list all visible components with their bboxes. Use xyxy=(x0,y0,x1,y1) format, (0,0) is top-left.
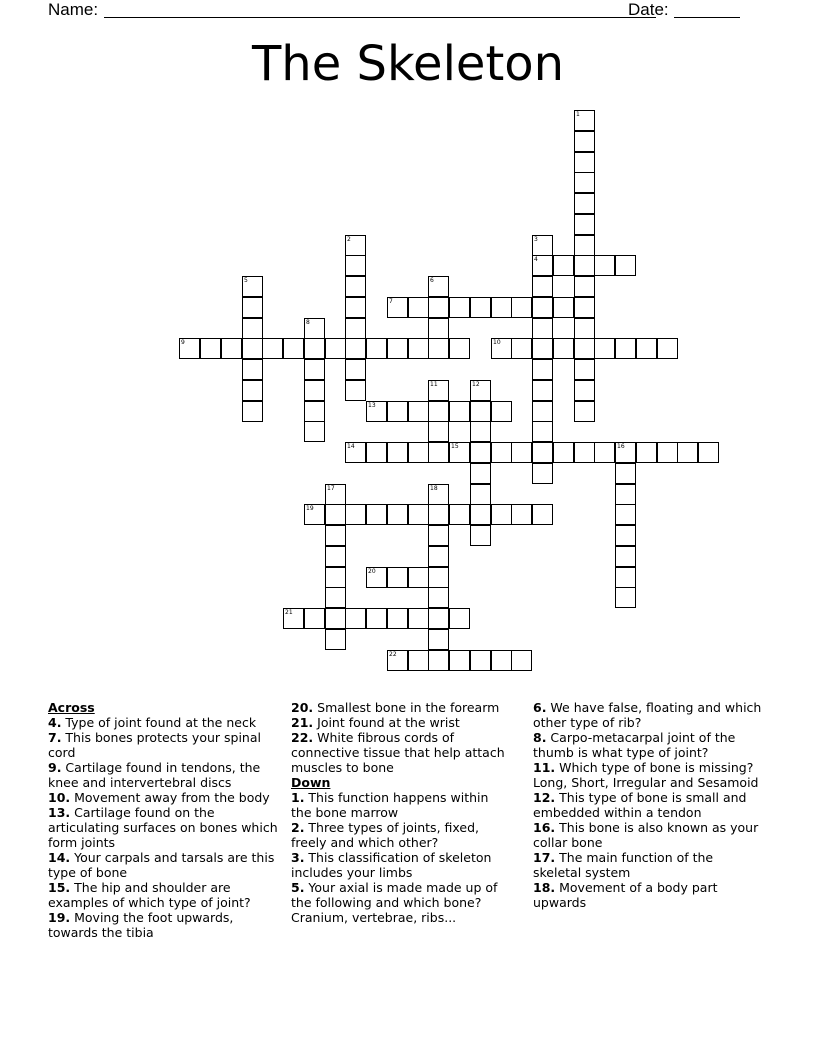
grid-cell[interactable] xyxy=(345,338,366,359)
grid-cell[interactable] xyxy=(408,608,429,629)
grid-cell[interactable] xyxy=(428,318,449,339)
grid-cell[interactable] xyxy=(491,504,512,525)
grid-cell[interactable] xyxy=(574,193,595,214)
grid-cell[interactable] xyxy=(408,442,429,463)
grid-cell[interactable] xyxy=(283,338,304,359)
grid-cell[interactable] xyxy=(491,442,512,463)
grid-cell[interactable] xyxy=(262,338,283,359)
clue-item xyxy=(48,910,284,940)
grid-cell[interactable] xyxy=(366,338,387,359)
grid-cell[interactable] xyxy=(387,650,408,671)
clue-item-number: 5. xyxy=(291,880,305,895)
clue-item xyxy=(291,850,509,880)
grid-cell[interactable] xyxy=(366,608,387,629)
clue-item-number: 19. xyxy=(48,910,71,925)
grid-cell[interactable] xyxy=(615,525,636,546)
clue-item xyxy=(533,730,765,760)
grid-cell[interactable] xyxy=(449,442,470,463)
clue-item-number: 14. xyxy=(48,850,71,865)
clue-item xyxy=(291,730,509,775)
clue-item xyxy=(48,880,284,910)
clue-item xyxy=(48,805,284,850)
clue-item-text: This bones protects your spinal cord xyxy=(48,730,261,760)
clue-item-number: 10. xyxy=(48,790,71,805)
grid-cell[interactable] xyxy=(574,338,595,359)
grid-cell[interactable] xyxy=(511,442,532,463)
clue-item-number: 3. xyxy=(291,850,305,865)
grid-cell[interactable] xyxy=(532,276,553,297)
clue-number: 12 xyxy=(472,381,480,388)
grid-cell[interactable] xyxy=(532,442,553,463)
grid-cell[interactable] xyxy=(657,338,678,359)
grid-cell[interactable] xyxy=(387,338,408,359)
grid-cell[interactable] xyxy=(366,442,387,463)
grid-cell[interactable] xyxy=(428,504,449,525)
grid-cell[interactable] xyxy=(532,421,553,442)
grid-cell[interactable] xyxy=(657,442,678,463)
grid-cell[interactable] xyxy=(325,338,346,359)
grid-cell[interactable] xyxy=(242,276,263,297)
grid-cell[interactable] xyxy=(200,338,221,359)
clue-item-number: 12. xyxy=(533,790,556,805)
grid-cell[interactable] xyxy=(574,276,595,297)
clue-item xyxy=(48,790,284,805)
clue-item-text: Moving the foot upwards, towards the tibia xyxy=(48,910,234,940)
clue-item-text: Three types of joints, fixed, freely and which other? xyxy=(291,820,479,850)
grid-cell[interactable] xyxy=(574,131,595,152)
grid-cell[interactable] xyxy=(304,504,325,525)
grid-cell[interactable] xyxy=(408,338,429,359)
clue-item-text: Smallest bone in the forearm xyxy=(313,700,500,715)
grid-cell[interactable] xyxy=(408,567,429,588)
grid-cell[interactable] xyxy=(594,442,615,463)
clue-item-text: Movement away from the body xyxy=(70,790,270,805)
clue-item-number: 7. xyxy=(48,730,62,745)
clue-item-number: 22. xyxy=(291,730,314,745)
grid-cell[interactable] xyxy=(615,442,636,463)
grid-cell[interactable] xyxy=(345,318,366,339)
grid-cell[interactable] xyxy=(221,338,242,359)
clue-item xyxy=(48,850,284,880)
clue-item-text: Cartilage found on the articulating surfaces on bones which form joints xyxy=(48,805,278,850)
clue-item-number: 20. xyxy=(291,700,314,715)
clue-item-number: 6. xyxy=(533,700,547,715)
clue-number: 20 xyxy=(368,568,376,575)
grid-cell[interactable] xyxy=(449,650,470,671)
clue-item xyxy=(533,880,765,910)
grid-cell[interactable] xyxy=(636,442,657,463)
grid-cell[interactable] xyxy=(677,442,698,463)
grid-cell[interactable] xyxy=(574,152,595,173)
grid-cell[interactable] xyxy=(532,235,553,256)
grid-cell[interactable] xyxy=(574,297,595,318)
page-title: The Skeleton xyxy=(251,36,565,92)
grid-cell[interactable] xyxy=(574,401,595,422)
grid-cell[interactable] xyxy=(304,401,325,422)
name-label: Name: xyxy=(48,0,99,19)
clue-number: 15 xyxy=(451,443,459,450)
grid-cell[interactable] xyxy=(636,338,657,359)
clue-number: 16 xyxy=(617,443,625,450)
clue-item-text: This bone is also known as your collar bone xyxy=(533,820,759,850)
grid-cell[interactable] xyxy=(594,338,615,359)
clue-number: 19 xyxy=(306,505,314,512)
clue-item-text: The main function of the skeletal system xyxy=(533,850,714,880)
grid-cell[interactable] xyxy=(345,276,366,297)
grid-cell[interactable] xyxy=(325,629,346,650)
clue-item-text: We have false, floating and which other type of rib? xyxy=(533,700,762,730)
clue-number: 18 xyxy=(430,485,438,492)
clue-item-number: 11. xyxy=(533,760,556,775)
grid-cell[interactable] xyxy=(553,255,574,276)
grid-cell[interactable] xyxy=(532,504,553,525)
grid-cell[interactable] xyxy=(470,525,491,546)
grid-cell[interactable] xyxy=(345,504,366,525)
grid-cell[interactable] xyxy=(470,484,491,505)
grid-cell[interactable] xyxy=(325,608,346,629)
grid-cell[interactable] xyxy=(532,380,553,401)
clue-item xyxy=(48,760,284,790)
grid-cell[interactable] xyxy=(449,401,470,422)
grid-cell[interactable] xyxy=(698,442,719,463)
grid-cell[interactable] xyxy=(511,504,532,525)
clue-item-text: Movement of a body part upwards xyxy=(533,880,718,910)
grid-cell[interactable] xyxy=(387,608,408,629)
grid-cell[interactable] xyxy=(345,255,366,276)
clue-item-text: This type of bone is small and embedded within a tendon xyxy=(533,790,747,820)
clue-item-number: 9. xyxy=(48,760,62,775)
grid-cell[interactable] xyxy=(553,442,574,463)
grid-cell[interactable] xyxy=(325,567,346,588)
clue-number: 10 xyxy=(493,339,501,346)
grid-cell[interactable] xyxy=(449,297,470,318)
grid-cell[interactable] xyxy=(470,463,491,484)
grid-cell[interactable] xyxy=(387,567,408,588)
grid-cell[interactable] xyxy=(345,297,366,318)
clue-column-3 xyxy=(533,700,765,910)
clue-item-text: Cartilage found in tendons, the knee and intervertebral discs xyxy=(48,760,261,790)
clue-item-number: 8. xyxy=(533,730,547,745)
grid-cell[interactable] xyxy=(428,650,449,671)
grid-cell[interactable] xyxy=(387,297,408,318)
clue-number: 6 xyxy=(430,277,434,284)
grid-cell[interactable] xyxy=(304,380,325,401)
clue-item-text: Which type of bone is missing? Long, Short, Irregular and Sesamoid xyxy=(533,760,759,790)
clue-item xyxy=(533,700,765,730)
clue-item-number: 15. xyxy=(48,880,71,895)
clue-item xyxy=(533,790,765,820)
clue-item-number: 18. xyxy=(533,880,556,895)
grid-cell[interactable] xyxy=(304,318,325,339)
grid-cell[interactable] xyxy=(345,442,366,463)
clue-item-number: 17. xyxy=(533,850,556,865)
clue-item-text: Your carpals and tarsals are this type of bone xyxy=(48,850,275,880)
grid-cell[interactable] xyxy=(428,338,449,359)
clue-number: 3 xyxy=(534,236,538,243)
grid-cell[interactable] xyxy=(553,338,574,359)
clue-number: 1 xyxy=(576,111,580,118)
grid-cell[interactable] xyxy=(366,567,387,588)
grid-cell[interactable] xyxy=(242,297,263,318)
clue-number: 11 xyxy=(430,381,438,388)
grid-cell[interactable] xyxy=(242,338,263,359)
grid-cell[interactable] xyxy=(511,650,532,671)
grid-cell[interactable] xyxy=(428,442,449,463)
grid-cell[interactable] xyxy=(491,401,512,422)
clue-number: 8 xyxy=(306,319,310,326)
clue-item xyxy=(48,730,284,760)
grid-cell[interactable] xyxy=(428,525,449,546)
grid-cell[interactable] xyxy=(491,338,512,359)
date-label: Date: xyxy=(628,0,669,19)
grid-cell[interactable] xyxy=(428,484,449,505)
grid-cell[interactable] xyxy=(304,421,325,442)
grid-cell[interactable] xyxy=(532,255,553,276)
grid-cell[interactable] xyxy=(428,608,449,629)
grid-cell[interactable] xyxy=(470,401,491,422)
clue-column-1 xyxy=(48,700,284,940)
grid-cell[interactable] xyxy=(615,567,636,588)
clue-number: 17 xyxy=(327,485,335,492)
grid-cell[interactable] xyxy=(532,401,553,422)
grid-cell[interactable] xyxy=(428,587,449,608)
grid-cell[interactable] xyxy=(179,338,200,359)
grid-cell[interactable] xyxy=(428,276,449,297)
clue-item xyxy=(291,880,509,925)
grid-cell[interactable] xyxy=(345,608,366,629)
grid-cell[interactable] xyxy=(428,297,449,318)
grid-cell[interactable] xyxy=(470,297,491,318)
grid-cell[interactable] xyxy=(325,525,346,546)
clue-number: 22 xyxy=(389,651,397,658)
grid-cell[interactable] xyxy=(615,504,636,525)
grid-cell[interactable] xyxy=(345,380,366,401)
clue-number: 21 xyxy=(285,609,293,616)
grid-cell[interactable] xyxy=(408,650,429,671)
clue-item-text: The hip and shoulder are examples of which type of joint? xyxy=(48,880,251,910)
grid-cell[interactable] xyxy=(449,608,470,629)
grid-cell[interactable] xyxy=(615,255,636,276)
grid-cell[interactable] xyxy=(325,546,346,567)
grid-cell[interactable] xyxy=(574,359,595,380)
grid-cell[interactable] xyxy=(511,297,532,318)
grid-cell[interactable] xyxy=(574,255,595,276)
grid-cell[interactable] xyxy=(511,338,532,359)
clue-item-number: 21. xyxy=(291,715,314,730)
grid-cell[interactable] xyxy=(594,255,615,276)
clue-item xyxy=(48,715,284,730)
grid-cell[interactable] xyxy=(387,442,408,463)
clue-heading: Across xyxy=(48,700,95,715)
clue-item-text: White fibrous cords of connective tissue that help attach muscles to bone xyxy=(291,730,505,775)
grid-cell[interactable] xyxy=(408,297,429,318)
grid-cell[interactable] xyxy=(366,401,387,422)
grid-cell[interactable] xyxy=(242,380,263,401)
grid-cell[interactable] xyxy=(304,608,325,629)
clue-number: 13 xyxy=(368,402,376,409)
grid-cell[interactable] xyxy=(325,587,346,608)
grid-cell[interactable] xyxy=(428,380,449,401)
grid-cell[interactable] xyxy=(532,338,553,359)
grid-cell[interactable] xyxy=(574,318,595,339)
grid-cell[interactable] xyxy=(615,546,636,567)
grid-cell[interactable] xyxy=(615,484,636,505)
clue-item-number: 13. xyxy=(48,805,71,820)
grid-cell[interactable] xyxy=(304,359,325,380)
grid-cell[interactable] xyxy=(428,421,449,442)
grid-cell[interactable] xyxy=(615,587,636,608)
grid-cell[interactable] xyxy=(242,359,263,380)
grid-cell[interactable] xyxy=(428,629,449,650)
clue-item xyxy=(533,760,765,790)
grid-cell[interactable] xyxy=(532,297,553,318)
grid-cell[interactable] xyxy=(325,484,346,505)
clue-number: 4 xyxy=(534,256,538,263)
clue-item-number: 16. xyxy=(533,820,556,835)
clue-item-text: Your axial is made made up of the following and which bone? Cranium, vertebrae, ribs... xyxy=(291,880,498,925)
clue-heading: Down xyxy=(291,775,331,790)
grid-cell[interactable] xyxy=(574,380,595,401)
grid-cell[interactable] xyxy=(574,214,595,235)
grid-cell[interactable] xyxy=(491,650,512,671)
grid-cell[interactable] xyxy=(304,338,325,359)
clue-number: 14 xyxy=(347,443,355,450)
clue-column-2 xyxy=(291,700,509,925)
grid-cell[interactable] xyxy=(345,359,366,380)
grid-cell[interactable] xyxy=(345,235,366,256)
clue-item xyxy=(291,715,509,730)
clue-item-text: Type of joint found at the neck xyxy=(61,715,257,730)
grid-cell[interactable] xyxy=(532,318,553,339)
clue-number: 5 xyxy=(244,277,248,284)
grid-cell[interactable] xyxy=(242,401,263,422)
grid-cell[interactable] xyxy=(470,504,491,525)
grid-cell[interactable] xyxy=(449,338,470,359)
grid-cell[interactable] xyxy=(366,504,387,525)
grid-cell[interactable] xyxy=(387,504,408,525)
grid-cell[interactable] xyxy=(574,110,595,131)
clue-item xyxy=(291,790,509,820)
clue-item xyxy=(291,820,509,850)
grid-cell[interactable] xyxy=(408,401,429,422)
clue-item-text: Joint found at the wrist xyxy=(313,715,460,730)
grid-cell[interactable] xyxy=(615,338,636,359)
grid-cell[interactable] xyxy=(428,546,449,567)
clue-item xyxy=(291,700,509,715)
clue-number: 2 xyxy=(347,236,351,243)
grid-cell[interactable] xyxy=(428,401,449,422)
grid-cell[interactable] xyxy=(470,380,491,401)
clue-item-number: 4. xyxy=(48,715,62,730)
clue-item-number: 2. xyxy=(291,820,305,835)
clue-item-text: This function happens within the bone marrow xyxy=(291,790,489,820)
grid-cell[interactable] xyxy=(491,297,512,318)
grid-cell[interactable] xyxy=(408,504,429,525)
clue-item xyxy=(533,820,765,850)
grid-cell[interactable] xyxy=(615,463,636,484)
grid-cell[interactable] xyxy=(283,608,304,629)
clue-number: 7 xyxy=(389,298,393,305)
grid-cell[interactable] xyxy=(574,442,595,463)
clue-item-text: This classification of skeleton includes your limbs xyxy=(291,850,492,880)
grid-cell[interactable] xyxy=(449,504,470,525)
clue-item-text: Carpo-metacarpal joint of the thumb is what type of joint? xyxy=(533,730,736,760)
clue-number: 9 xyxy=(181,339,185,346)
grid-cell[interactable] xyxy=(574,235,595,256)
grid-cell[interactable] xyxy=(387,401,408,422)
grid-cell[interactable] xyxy=(574,172,595,193)
grid-cell[interactable] xyxy=(428,567,449,588)
clue-item xyxy=(533,850,765,880)
grid-cell[interactable] xyxy=(532,359,553,380)
grid-cell[interactable] xyxy=(553,297,574,318)
grid-cell[interactable] xyxy=(325,504,346,525)
grid-cell[interactable] xyxy=(470,421,491,442)
grid-cell[interactable] xyxy=(532,463,553,484)
grid-cell[interactable] xyxy=(470,442,491,463)
grid-cell[interactable] xyxy=(470,650,491,671)
clue-item-number: 1. xyxy=(291,790,305,805)
grid-cell[interactable] xyxy=(242,318,263,339)
